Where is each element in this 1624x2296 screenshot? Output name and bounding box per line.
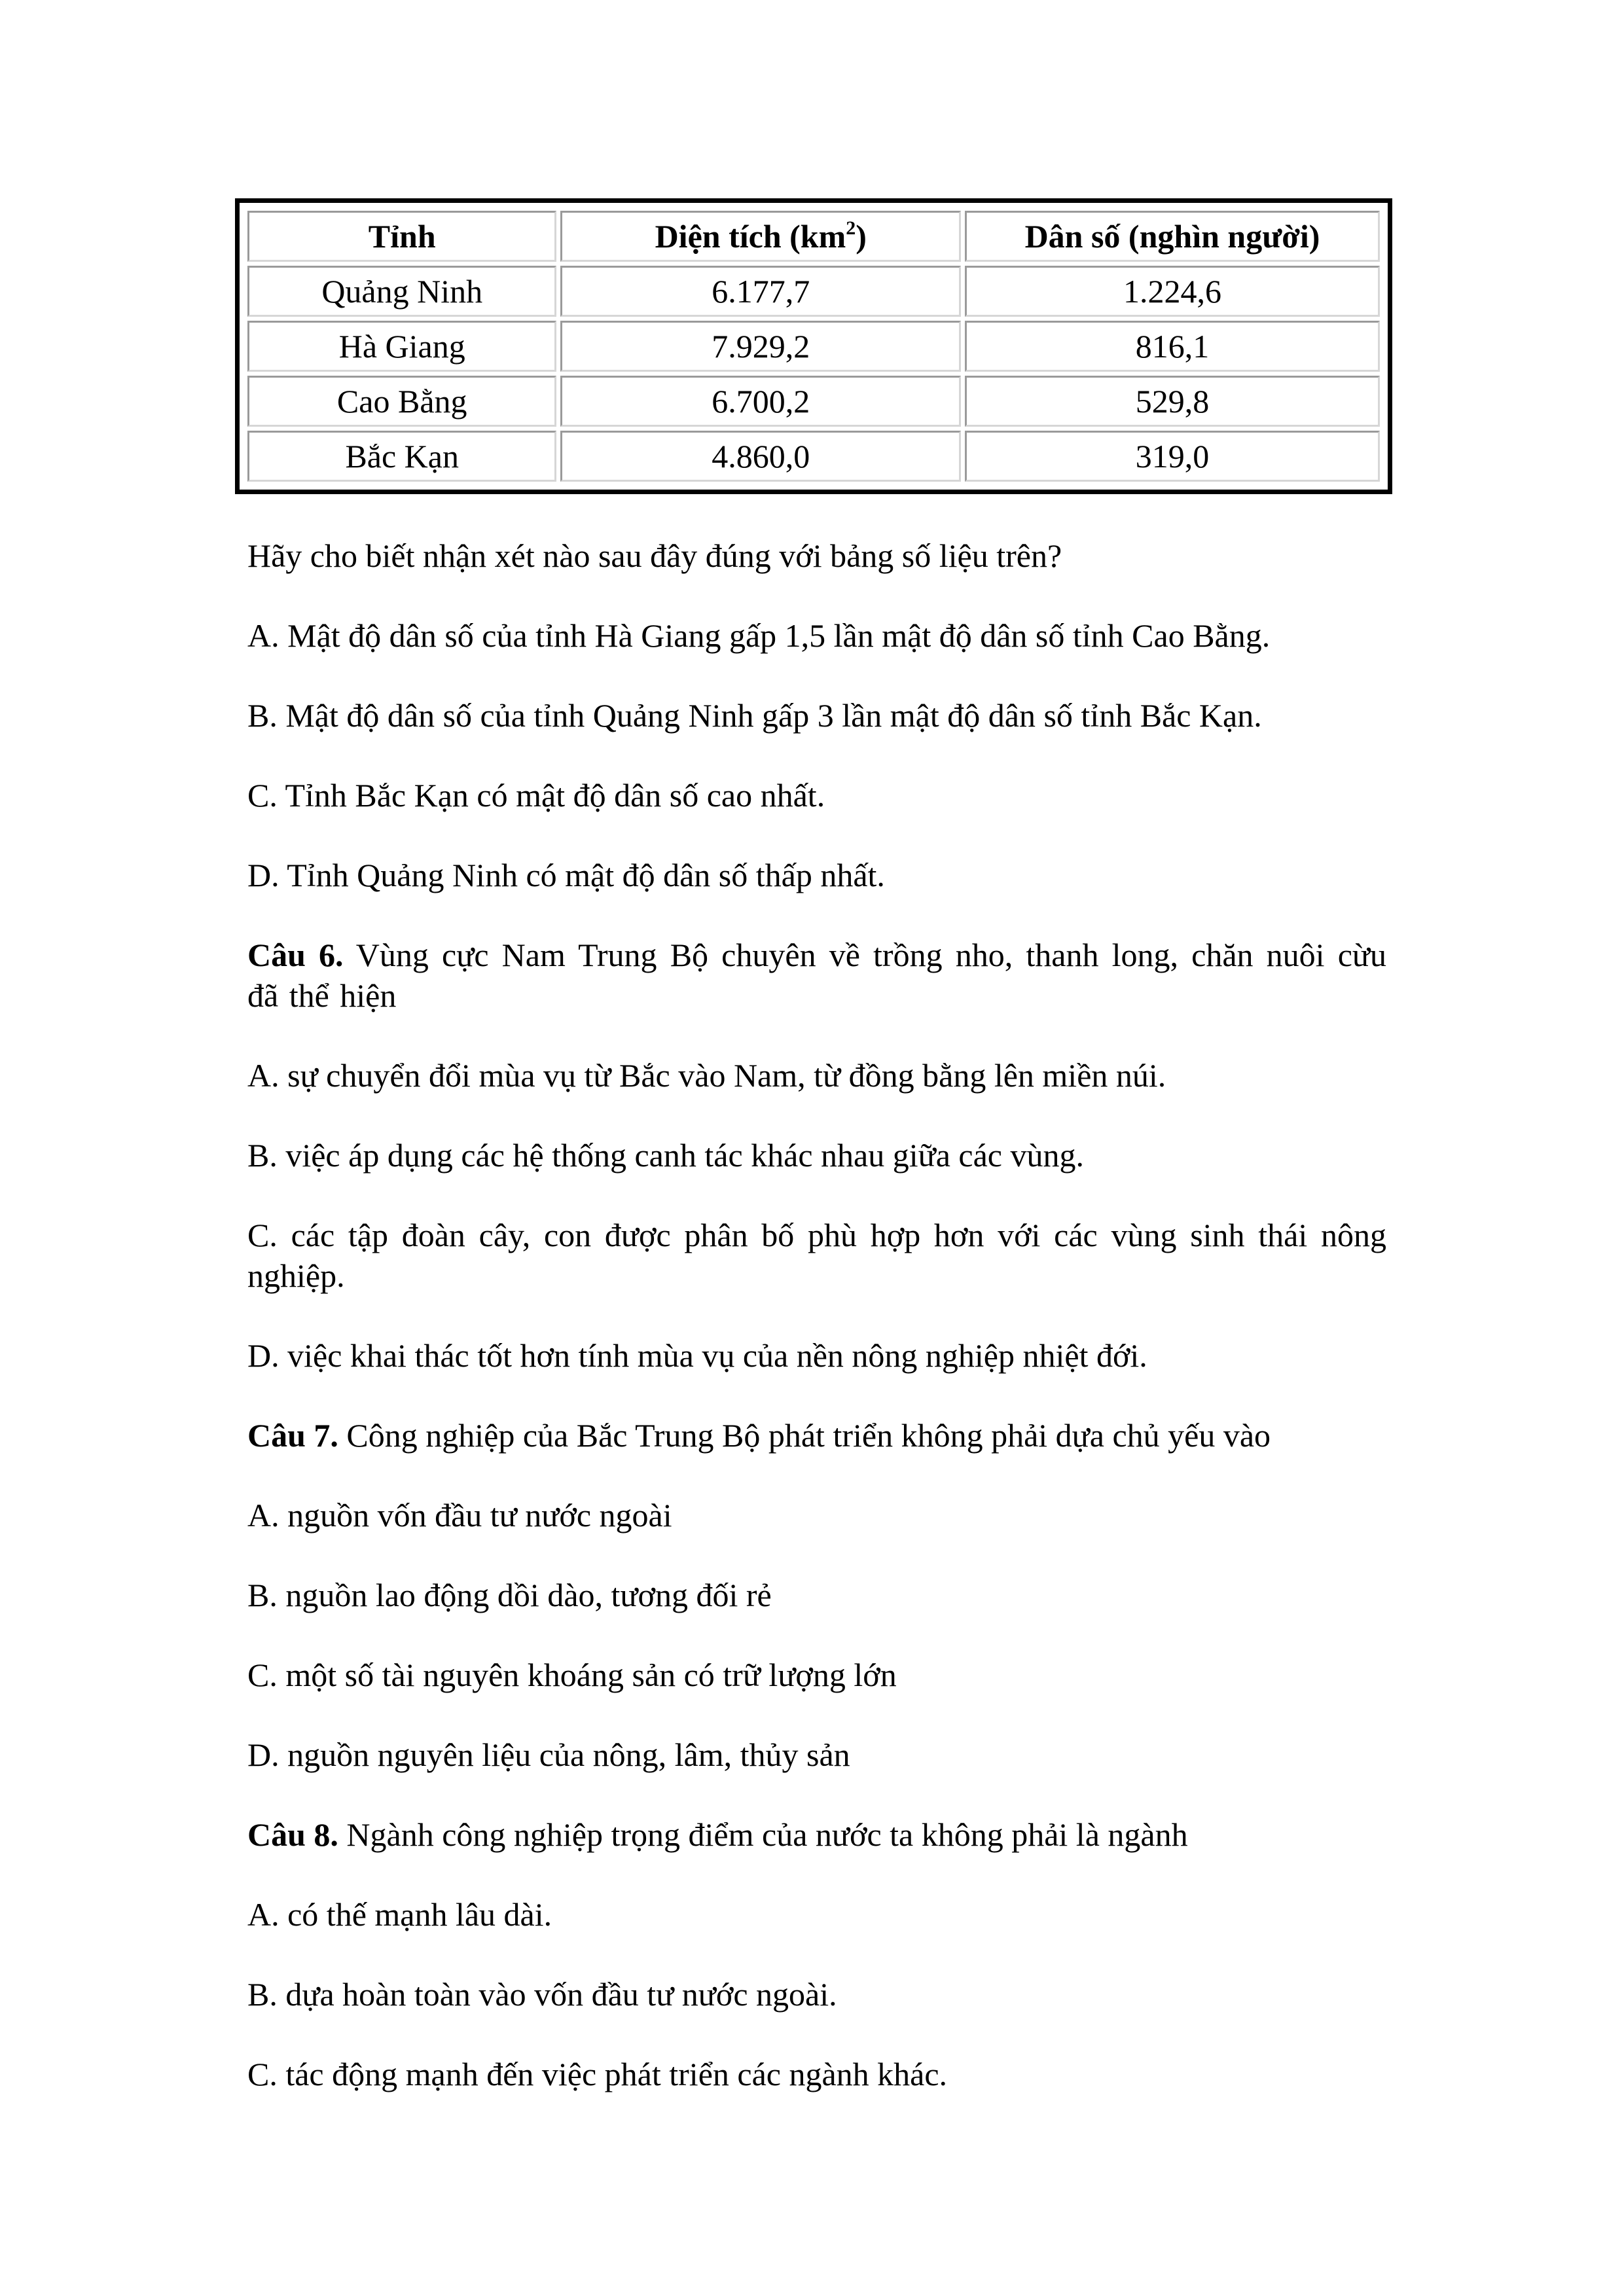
header-area-close: ) xyxy=(856,218,867,255)
table-row xyxy=(247,431,1380,482)
population-area-table xyxy=(235,198,1392,494)
q8-stem xyxy=(247,1814,1386,1855)
table-row xyxy=(247,321,1380,372)
cell-province: Quảng Ninh xyxy=(247,266,556,317)
header-population: Dân số (nghìn người) xyxy=(965,211,1380,262)
q8-label: Câu 8. xyxy=(247,1816,338,1853)
q5-prompt: Hãy cho biết nhận xét nào sau đây đúng với bảng số liệu trên? xyxy=(247,537,1062,574)
table-row xyxy=(247,266,1380,317)
q7-option-b: B. nguồn lao động dồi dào, tương đối rẻ xyxy=(247,1577,772,1613)
q5-option-b: B. Mật độ dân số của tỉnh Quảng Ninh gấp 3 lần mật độ dân số tỉnh Bắc Kạn. xyxy=(247,697,1262,734)
q5-option-a: A. Mật độ dân số của tỉnh Hà Giang gấp 1,5 lần mật độ dân số tỉnh Cao Bằng. xyxy=(247,617,1271,654)
q6-option-a: A. sự chuyển đổi mùa vụ từ Bắc vào Nam, từ đồng bằng lên miền núi. xyxy=(247,1057,1166,1094)
cell-population: 529,8 xyxy=(965,376,1380,427)
q7-option-c: C. một số tài nguyên khoáng sản có trữ lượng lớn xyxy=(247,1657,897,1693)
q6-text: Vùng cực Nam Trung Bộ chuyên về trồng nho, thanh long, chăn nuôi cừu đã thể hiện xyxy=(247,937,1386,1014)
q7-stem xyxy=(247,1415,1386,1456)
q8-option-b: B. dựa hoàn toàn vào vốn đầu tư nước ngoài. xyxy=(247,1976,837,2013)
cell-province: Hà Giang xyxy=(247,321,556,372)
cell-province: Bắc Kạn xyxy=(247,431,556,482)
cell-area: 6.177,7 xyxy=(560,266,961,317)
q6-label: Câu 6. xyxy=(247,937,344,973)
table-row xyxy=(247,376,1380,427)
cell-province: Cao Bằng xyxy=(247,376,556,427)
q6-option-d: D. việc khai thác tốt hơn tính mùa vụ của nền nông nghiệp nhiệt đới. xyxy=(247,1337,1147,1374)
cell-area: 4.860,0 xyxy=(560,431,961,482)
q6-option-b: B. việc áp dụng các hệ thống canh tác khác nhau giữa các vùng. xyxy=(247,1137,1084,1174)
q7-label: Câu 7. xyxy=(247,1417,338,1454)
header-province: Tỉnh xyxy=(247,211,556,262)
cell-area: 6.700,2 xyxy=(560,376,961,427)
q6-stem xyxy=(247,935,1386,1016)
cell-area: 7.929,2 xyxy=(560,321,961,372)
q8-text: Ngành công nghiệp trọng điểm của nước ta không phải là ngành xyxy=(338,1816,1188,1853)
q8-option-c: C. tác động mạnh đến việc phát triển các ngành khác. xyxy=(247,2056,948,2092)
q5-option-c: C. Tỉnh Bắc Kạn có mật độ dân số cao nhất. xyxy=(247,777,825,814)
cell-population: 319,0 xyxy=(965,431,1380,482)
header-area xyxy=(560,211,961,262)
data-table-grid xyxy=(244,207,1384,486)
q7-text: Công nghiệp của Bắc Trung Bộ phát triển không phải dựa chủ yếu vào xyxy=(338,1417,1271,1454)
cell-population: 1.224,6 xyxy=(965,266,1380,317)
cell-population: 816,1 xyxy=(965,321,1380,372)
table-header-row xyxy=(247,211,1380,262)
q5-option-d: D. Tỉnh Quảng Ninh có mật độ dân số thấp nhất. xyxy=(247,857,885,893)
header-area-superscript: 2 xyxy=(846,217,856,239)
q7-option-a: A. nguồn vốn đầu tư nước ngoài xyxy=(247,1497,672,1534)
q8-option-a: A. có thế mạnh lâu dài. xyxy=(247,1896,552,1933)
q7-option-d: D. nguồn nguyên liệu của nông, lâm, thủy sản xyxy=(247,1736,850,1773)
q6-option-c: C. các tập đoàn cây, con được phân bố phù hợp hơn với các vùng sinh thái nông nghiệp. xyxy=(247,1217,1386,1294)
header-area-text: Diện tích (km xyxy=(655,218,846,255)
